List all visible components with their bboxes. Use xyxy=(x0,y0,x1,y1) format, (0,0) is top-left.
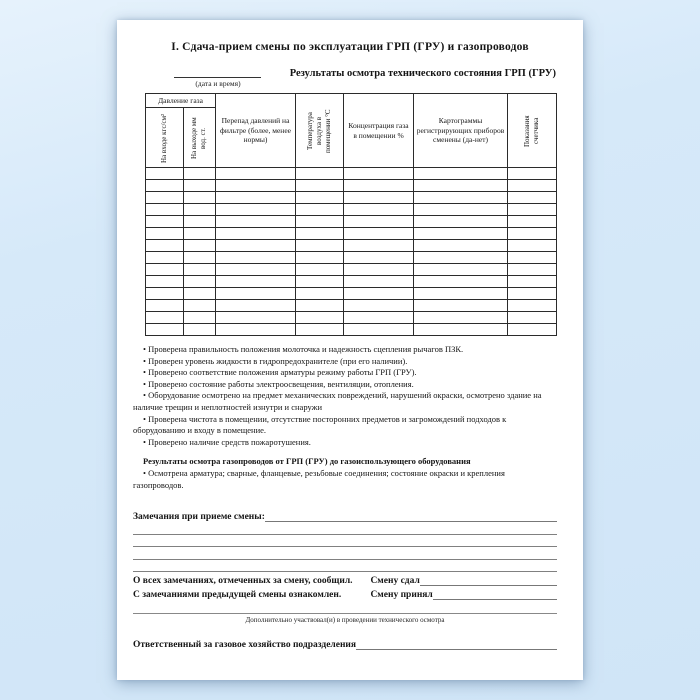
table-empty-cell xyxy=(414,276,508,288)
signoff-row-2 xyxy=(133,588,557,600)
table-empty-cell xyxy=(216,288,296,300)
page-title: I. Сдача-прием смены по эксплуатации ГРП (ГРУ) и газопроводов xyxy=(171,41,529,53)
signoff-statement-1: О всех замечаниях, отмеченных за смену, сообщил. xyxy=(133,576,353,586)
header-meter-readings: Показания счетчика xyxy=(508,94,557,168)
table-empty-cell xyxy=(296,180,344,192)
table-empty-cell xyxy=(344,324,414,336)
table-empty-cell xyxy=(216,204,296,216)
table-empty-cell xyxy=(296,324,344,336)
additional-participants-line xyxy=(133,606,557,614)
table-empty-cell xyxy=(216,168,296,180)
table-empty-cell xyxy=(508,228,557,240)
table-empty-cell xyxy=(344,264,414,276)
table-empty-cell xyxy=(296,264,344,276)
table-empty-cell xyxy=(344,204,414,216)
table-empty-cell xyxy=(216,264,296,276)
table-empty-cell xyxy=(414,228,508,240)
remarks-blank-line xyxy=(133,535,557,548)
table-empty-cell xyxy=(146,180,184,192)
pipelines-checklist-item: • Осмотрена арматура; сварные, фланцевые, резьбовые соединения; состояние окраски и крепления газопроводов. xyxy=(133,468,557,491)
table-empty-cell xyxy=(146,204,184,216)
table-empty-cell xyxy=(508,168,557,180)
table-empty-cell xyxy=(146,324,184,336)
table-empty-row xyxy=(146,192,557,204)
shift-accepted-label: Смену принял xyxy=(370,590,433,600)
inspection-checklist xyxy=(133,344,557,491)
table-empty-cell xyxy=(216,192,296,204)
header-air-temperature: Температура воздуха в помещении °С xyxy=(296,94,344,168)
table-empty-cell xyxy=(146,276,184,288)
table-empty-cell xyxy=(184,228,216,240)
table-empty-row xyxy=(146,300,557,312)
table-empty-cell xyxy=(508,276,557,288)
table-empty-row xyxy=(146,180,557,192)
table-empty-row xyxy=(146,312,557,324)
shift-handed-label: Смену сдал xyxy=(370,576,420,586)
table-empty-cell xyxy=(184,300,216,312)
table-empty-cell xyxy=(216,312,296,324)
table-empty-cell xyxy=(146,252,184,264)
table-empty-cell xyxy=(344,228,414,240)
table-empty-cell xyxy=(508,288,557,300)
table-empty-cell xyxy=(414,312,508,324)
table-empty-cell xyxy=(508,264,557,276)
table-empty-row xyxy=(146,204,557,216)
table-empty-cell xyxy=(296,312,344,324)
table-empty-cell xyxy=(414,216,508,228)
table-empty-cell xyxy=(344,192,414,204)
table-empty-cell xyxy=(184,252,216,264)
table-empty-cell xyxy=(344,252,414,264)
table-empty-row xyxy=(146,324,557,336)
remarks-blank-lines xyxy=(133,522,557,572)
table-empty-cell xyxy=(508,180,557,192)
remarks-label-row xyxy=(133,511,557,522)
remarks-and-signoff xyxy=(133,511,557,650)
table-empty-cell xyxy=(414,204,508,216)
table-empty-row xyxy=(146,264,557,276)
table-empty-cell xyxy=(184,276,216,288)
table-empty-cell xyxy=(216,276,296,288)
table-empty-cell xyxy=(184,288,216,300)
header-filter-drop: Перепад давлений на фильтре (более, менее нормы) xyxy=(216,94,296,168)
checklist-item: • Проверена правильность положения молоточка и надежность сцепления рычагов ПЗК. xyxy=(133,344,557,356)
table-empty-cell xyxy=(296,252,344,264)
table-empty-cell xyxy=(414,168,508,180)
checklist-item: • Проверена чистота в помещении, отсутствие посторонних предметов и загромождений подходов к оборудованию и входу в помещение. xyxy=(133,414,557,437)
table-empty-cell xyxy=(508,204,557,216)
date-time-blank-line xyxy=(174,66,261,78)
table-empty-cell xyxy=(508,216,557,228)
remarks-label: Замечания при приеме смены: xyxy=(133,512,265,522)
table-empty-cell xyxy=(216,240,296,252)
table-empty-row xyxy=(146,216,557,228)
checklist-item: • Проверено наличие средств пожаротушения. xyxy=(133,437,557,449)
checklist-item: • Проверено соответствие положения арматуры режиму работы ГРП (ГРУ). xyxy=(133,367,557,379)
header-cartograms: Картограммы регистрирующих приборов сменены (да-нет) xyxy=(414,94,508,168)
table-empty-cell xyxy=(184,204,216,216)
table-empty-cell xyxy=(414,192,508,204)
table-empty-cell xyxy=(344,312,414,324)
table-empty-cell xyxy=(508,240,557,252)
header-gas-pressure: Давление газа xyxy=(146,94,216,108)
table-empty-cell xyxy=(296,204,344,216)
table-empty-cell xyxy=(146,216,184,228)
table-empty-cell xyxy=(146,264,184,276)
table-empty-cell xyxy=(296,276,344,288)
table-empty-cell xyxy=(344,180,414,192)
table-empty-cell xyxy=(296,192,344,204)
table-empty-cell xyxy=(414,300,508,312)
table-empty-cell xyxy=(216,180,296,192)
table-empty-cell xyxy=(146,168,184,180)
table-empty-cell xyxy=(184,216,216,228)
table-empty-cell xyxy=(146,192,184,204)
table-empty-cell xyxy=(344,216,414,228)
responsible-blank xyxy=(356,639,557,650)
section-subtitle: Результаты осмотра технического состояния ГРП (ГРУ) xyxy=(289,68,556,79)
header-inlet-pressure: На входе кгс/см² xyxy=(146,108,184,168)
remarks-fill-line xyxy=(265,511,557,522)
table-empty-row xyxy=(146,228,557,240)
header-gas-concentration: Концентрация газа в помещении % xyxy=(344,94,414,168)
checklist-item: • Проверен уровень жидкости в гидропредохранителе (при его наличии). xyxy=(133,356,557,368)
table-empty-cell xyxy=(296,168,344,180)
header-outlet-pressure: На выходе мм вод. ст. xyxy=(184,108,216,168)
table-empty-cell xyxy=(184,324,216,336)
responsible-row xyxy=(133,637,557,650)
signoff-statement-2: С замечаниями предыдущей смены ознакомлен. xyxy=(133,590,342,600)
table-empty-cell xyxy=(344,168,414,180)
table-empty-cell xyxy=(414,288,508,300)
shift-handed-blank xyxy=(420,575,557,586)
table-empty-cell xyxy=(216,216,296,228)
table-empty-cell xyxy=(414,252,508,264)
table-empty-cell xyxy=(344,300,414,312)
table-empty-cell xyxy=(216,324,296,336)
table-empty-cell xyxy=(344,276,414,288)
table-empty-row xyxy=(146,276,557,288)
table-empty-cell xyxy=(146,312,184,324)
table-empty-cell xyxy=(146,300,184,312)
table-empty-cell xyxy=(296,228,344,240)
remarks-blank-line xyxy=(133,547,557,560)
table-empty-cell xyxy=(296,288,344,300)
table-empty-cell xyxy=(508,252,557,264)
table-empty-row xyxy=(146,240,557,252)
table-empty-cell xyxy=(296,300,344,312)
responsible-label: Ответственный за газовое хозяйство подразделения xyxy=(133,640,357,650)
remarks-blank-line xyxy=(133,522,557,535)
table-empty-cell xyxy=(184,180,216,192)
table-empty-cell xyxy=(146,288,184,300)
additional-participants-caption: Дополнительно участвовал(и) в проведении технического осмотра xyxy=(245,616,445,624)
table-empty-cell xyxy=(184,192,216,204)
table-empty-cell xyxy=(508,300,557,312)
table-empty-cell xyxy=(216,228,296,240)
date-time-caption: (дата и время) xyxy=(195,79,241,88)
table-body xyxy=(146,168,557,336)
table-empty-cell xyxy=(146,240,184,252)
table-empty-row xyxy=(146,168,557,180)
table-empty-cell xyxy=(184,312,216,324)
table-empty-cell xyxy=(296,216,344,228)
inspection-table xyxy=(145,93,557,336)
table-empty-cell xyxy=(216,252,296,264)
table-empty-cell xyxy=(146,228,184,240)
pipelines-section-heading: Результаты осмотра газопроводов от ГРП (ГРУ) до газоиспользующего оборудования xyxy=(143,456,471,467)
table-empty-cell xyxy=(344,288,414,300)
table-empty-cell xyxy=(508,324,557,336)
checklist-item: • Проверено состояние работы электроосвещения, вентиляции, отопления. xyxy=(133,379,557,391)
table-empty-cell xyxy=(344,240,414,252)
remarks-blank-line xyxy=(133,560,557,573)
shift-accepted-blank xyxy=(433,589,557,600)
signoff-row-1 xyxy=(133,574,557,586)
table-empty-cell xyxy=(508,192,557,204)
document-page xyxy=(117,20,583,680)
table-empty-cell xyxy=(216,300,296,312)
checklist-item: • Оборудование осмотрено на предмет механических повреждений, нарушений окраски, осмотрено здание на наличие трещин и неплотностей изнутри и снаружи xyxy=(133,390,557,413)
table-empty-cell xyxy=(184,264,216,276)
table-empty-cell xyxy=(414,180,508,192)
table-empty-cell xyxy=(296,240,344,252)
table-empty-row xyxy=(146,288,557,300)
table-empty-cell xyxy=(414,324,508,336)
table-empty-cell xyxy=(508,312,557,324)
table-empty-row xyxy=(146,252,557,264)
table-empty-cell xyxy=(414,240,508,252)
table-empty-cell xyxy=(414,264,508,276)
table-empty-cell xyxy=(184,240,216,252)
table-empty-cell xyxy=(184,168,216,180)
